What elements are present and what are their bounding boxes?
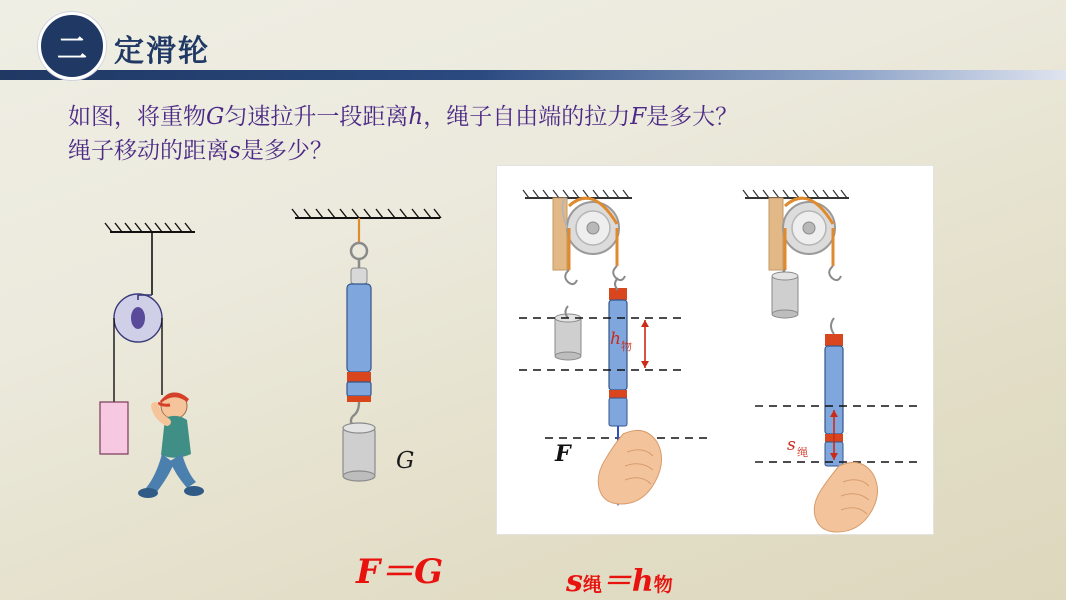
svg-text:物: 物 — [621, 340, 632, 353]
question-line1-part3: ，绳子自由端的拉力 — [423, 104, 631, 130]
question-line2-part1: 绳子移动的距离 — [68, 138, 229, 164]
svg-text:h: h — [610, 329, 621, 349]
formula-rope-distance-equals-height — [566, 556, 673, 600]
figure-spring-scale-weight — [285, 196, 465, 496]
question-line2-part2: 是多少？ — [240, 138, 333, 164]
question-text — [68, 100, 998, 168]
svg-text:绳: 绳 — [797, 446, 808, 459]
question-line-2 — [68, 134, 998, 168]
section-number-badge — [38, 12, 106, 80]
question-line1-part1: 如图，将重物 — [68, 104, 206, 130]
figure-fixed-pulley-person — [90, 210, 260, 510]
svg-text:s: s — [787, 435, 796, 455]
question-var-h: h — [408, 104, 424, 130]
formula2-h-sub: 物 — [653, 574, 673, 596]
person-illustration — [138, 392, 204, 498]
section-number-label: 二 — [57, 32, 87, 67]
question-var-s: s — [229, 138, 241, 164]
experiment-photo-panel — [496, 165, 934, 535]
question-var-G: G — [206, 104, 225, 130]
formula2-eq: ＝ — [601, 564, 632, 599]
formula2-s-sub: 绳 — [582, 574, 602, 596]
page-title: 定滑轮 — [114, 34, 210, 69]
question-var-F: F — [630, 104, 647, 130]
header-divider-bar — [0, 70, 1066, 80]
formula2-s: s — [566, 564, 583, 599]
question-line-1 — [68, 100, 998, 134]
formula-force-equals-weight: F＝G — [356, 552, 444, 592]
question-line1-part4: 是多大？ — [646, 104, 739, 130]
formula2-h: h — [631, 564, 654, 599]
weight-label-G: G — [396, 448, 415, 474]
svg-text:F: F — [555, 441, 571, 467]
question-line1-part2: 匀速拉升一段距离 — [224, 104, 409, 130]
